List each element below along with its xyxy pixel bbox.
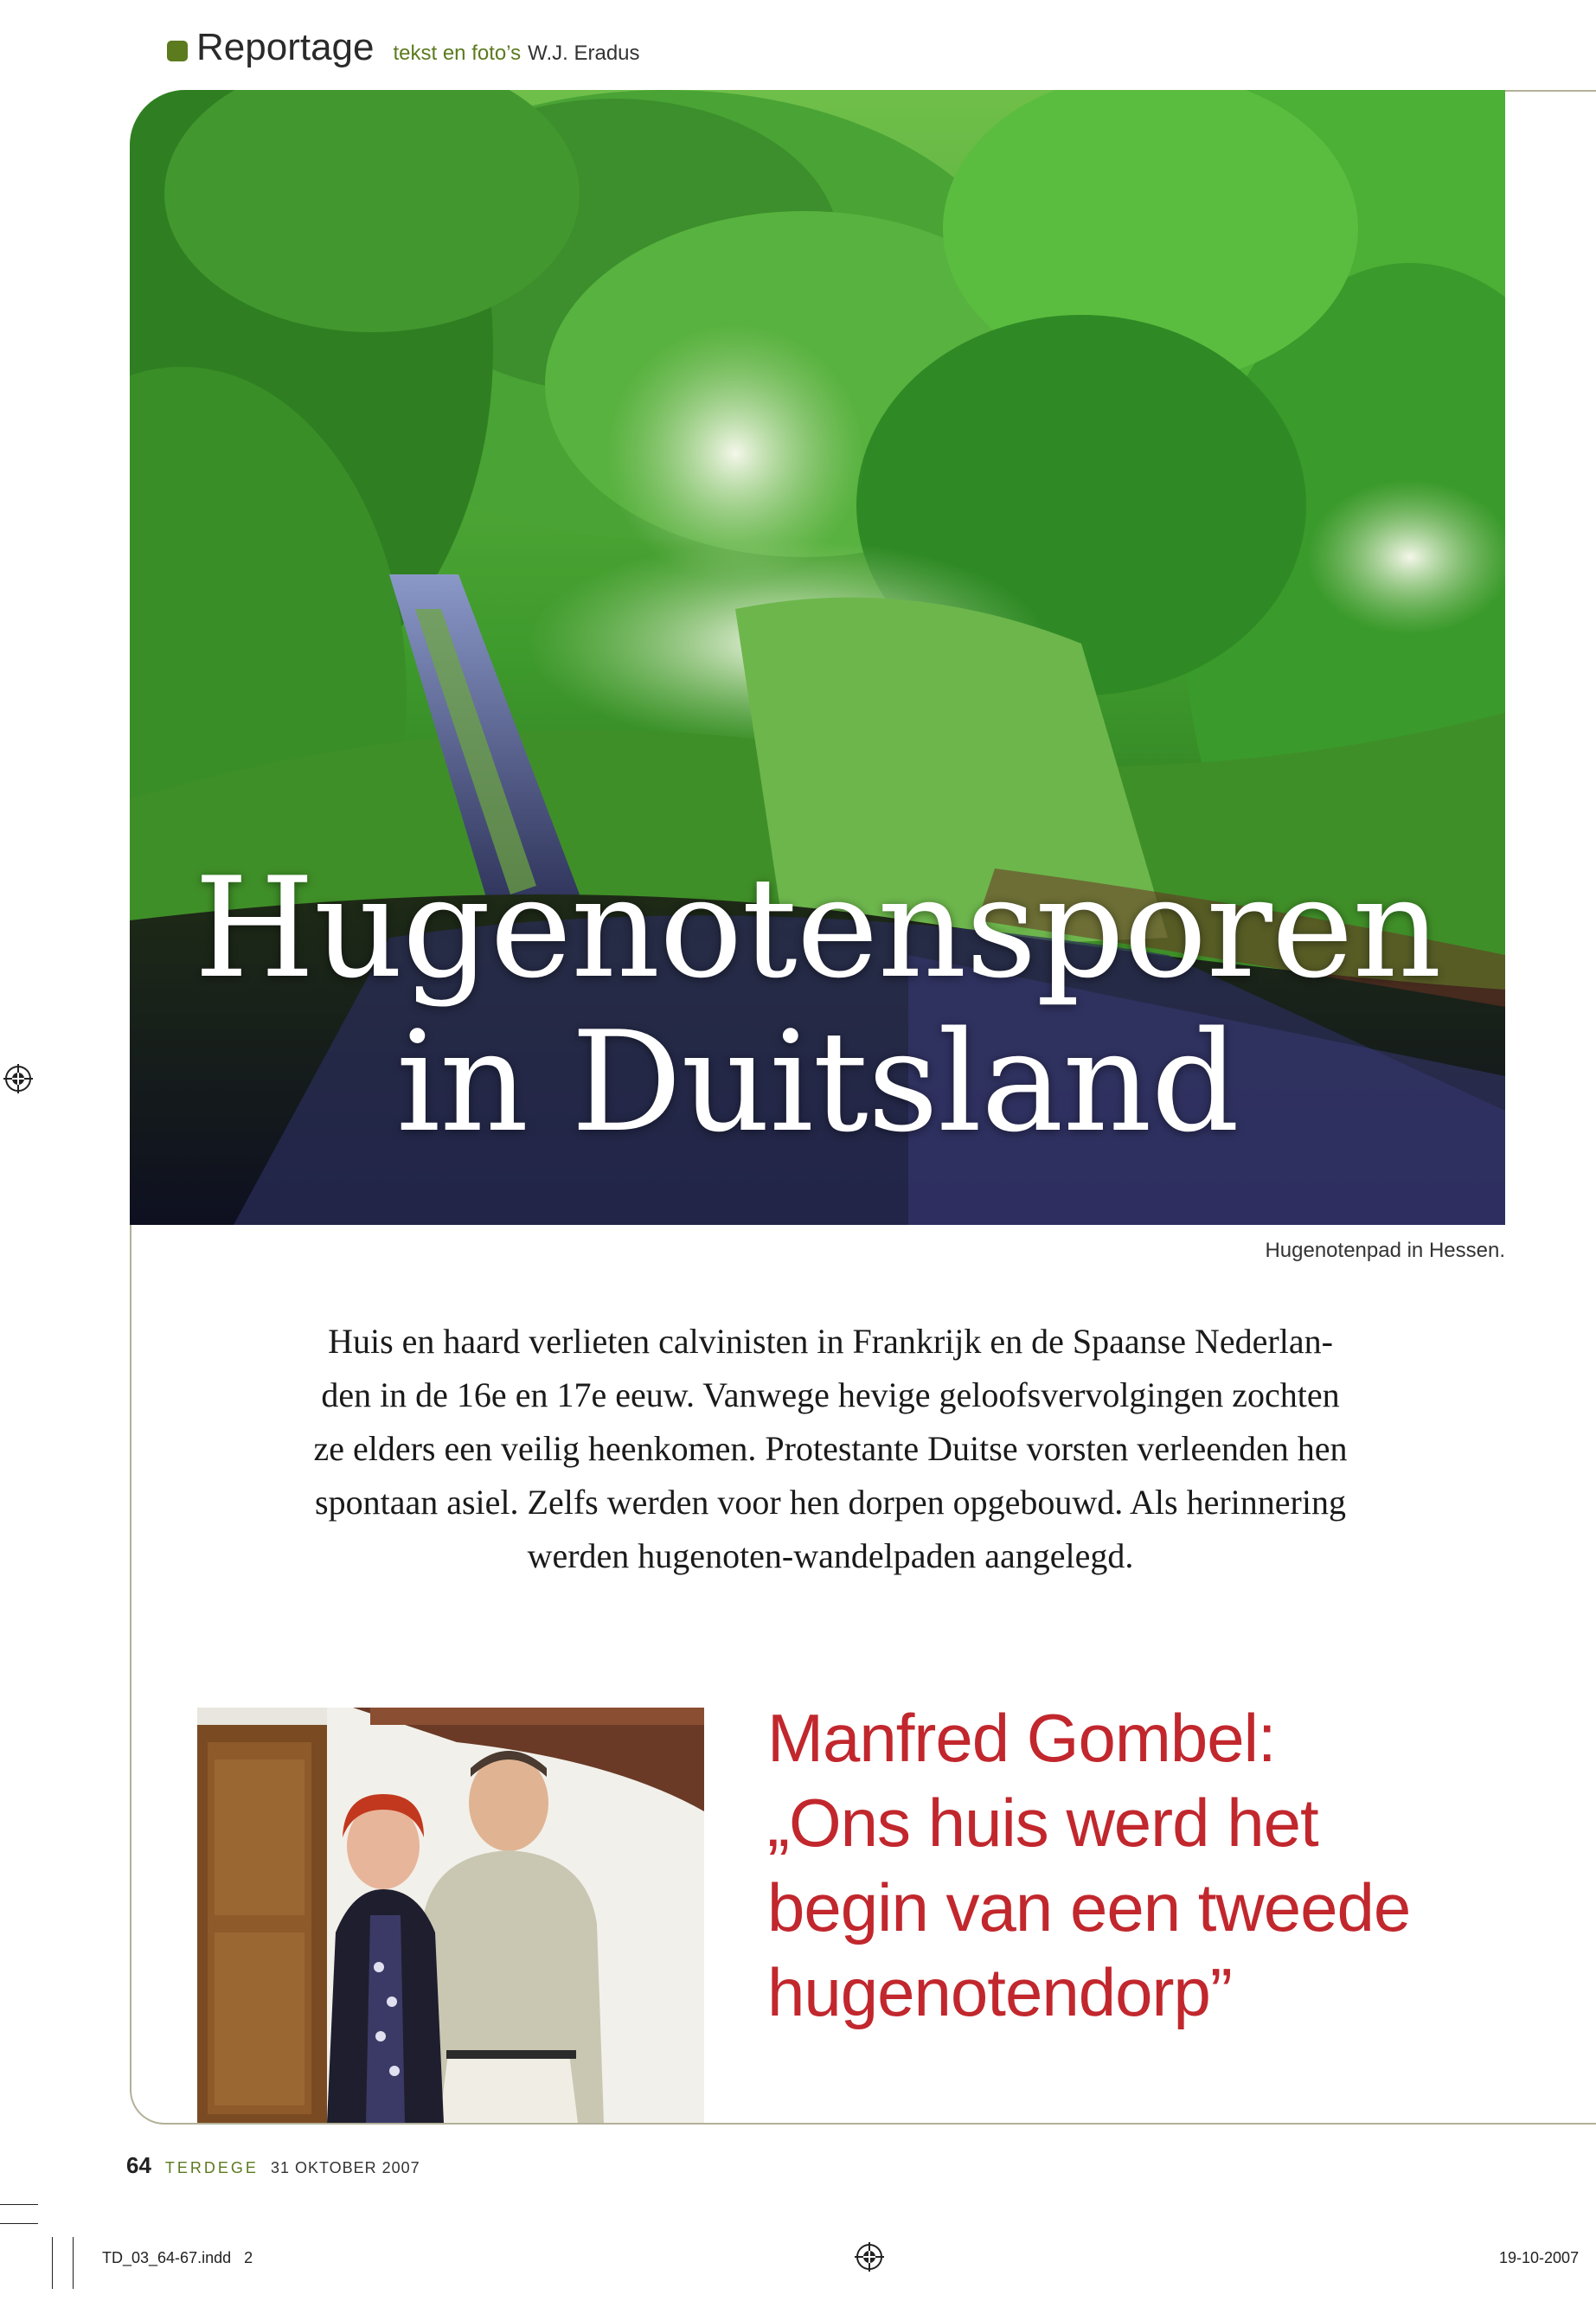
quote-line: hugenotendorp”	[767, 1954, 1232, 2030]
section-header	[167, 26, 640, 78]
page-number: 64	[126, 2152, 151, 2178]
crop-mark	[73, 2237, 74, 2289]
pull-quote	[767, 1695, 1477, 2035]
intro-paragraph	[260, 1315, 1401, 1583]
photo-caption: Hugenotenpad in Hessen.	[1265, 1239, 1505, 1262]
hero-photo	[130, 90, 1505, 1225]
issue-date: 31 OKTOBER 2007	[270, 2159, 420, 2176]
print-slug-file: TD_03_64-67.indd 2	[102, 2249, 253, 2266]
quote-line: begin van een tweede	[767, 1869, 1411, 1945]
crop-mark	[52, 2237, 53, 2289]
frame-line-top-right	[1505, 90, 1596, 92]
crop-mark	[0, 2223, 38, 2224]
page-folio	[126, 2152, 420, 2179]
frame-corner-bottom-left	[130, 2059, 195, 2125]
credit-prefix: tekst en foto’s	[393, 42, 522, 65]
print-slug-date: 19-10-2007	[1499, 2249, 1580, 2266]
magazine-name: TERDEGE	[164, 2159, 259, 2176]
couple-portrait-illustration	[197, 1708, 704, 2123]
headline	[130, 847, 1505, 1163]
intro-line: ze elders een veilig heenkomen. Protestante Duitse vorsten verleenden hen	[313, 1429, 1348, 1468]
intro-line: Huis en haard verlieten calvinisten in Frankrijk en de Spaanse Nederlan-	[328, 1322, 1333, 1361]
registration-mark-icon	[855, 2242, 884, 2272]
intro-line: spontaan asiel. Zelfs werden voor hen dorpen opgebouwd. Als herinnering	[315, 1483, 1346, 1522]
intro-line: werden hugenoten-wandelpaden aangelegd.	[527, 1536, 1134, 1575]
frame-line-left	[130, 1225, 131, 2090]
quote-line: „Ons huis werd het	[767, 1785, 1318, 1861]
headline-line-2: in Duitsland	[395, 1001, 1239, 1163]
registration-mark-icon	[3, 1064, 33, 1093]
headline-line-1: Hugenotensporen	[194, 847, 1441, 1009]
portrait-photo	[197, 1708, 704, 2123]
crop-mark	[0, 2204, 38, 2205]
credit-author: W.J. Eradus	[528, 42, 640, 65]
frame-line-bottom	[163, 2123, 1596, 2125]
square-bullet-icon	[167, 41, 188, 61]
section-label: Reportage	[196, 26, 375, 68]
quote-line: Manfred Gombel:	[767, 1700, 1276, 1776]
intro-line: den in de 16e en 17e eeuw. Vanwege hevige geloofsvervolgingen zochten	[321, 1375, 1340, 1414]
